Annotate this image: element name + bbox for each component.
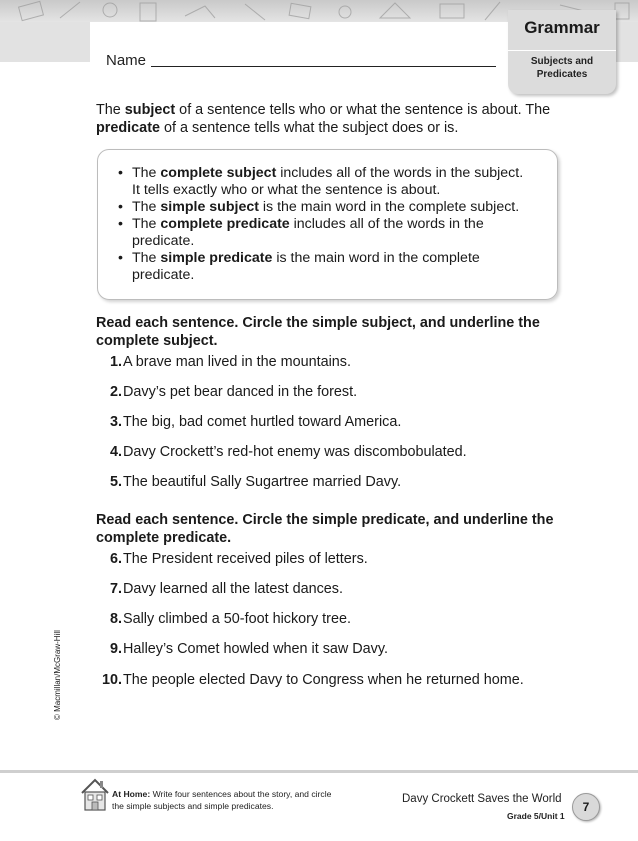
sentence-item: 8. Sally climbed a 50-foot hickory tree.: [109, 611, 351, 627]
at-home-note: At Home: Write four sentences about the story, and circle the simple subjects and simple predicates.: [112, 789, 332, 811]
sentence-item: 6. The President received piles of letters.: [109, 551, 368, 567]
header-left-strip: [0, 22, 90, 62]
name-line: [151, 66, 496, 67]
sentence-item: 7. Davy learned all the latest dances.: [109, 581, 343, 597]
section-topic: [508, 50, 616, 81]
rule-item: • The complete subject includes all of the words in the subject. It tells exactly who or what the sentence is about.: [118, 165, 524, 198]
rules-box: [97, 149, 558, 300]
topic-text: Subjects and Predicates: [530, 56, 594, 80]
intro-text: of a sentence tells who or what the sentence is about. The: [175, 102, 551, 118]
sentence-item: 3. The big, bad comet hurtled toward America.: [109, 414, 402, 430]
intro-term-predicate: predicate: [96, 120, 160, 136]
house-icon: [80, 777, 110, 811]
sentence-item: 9. Halley’s Comet howled when it saw Davy.: [109, 641, 389, 657]
page-number: 7: [572, 793, 600, 821]
footer-rule: [0, 770, 638, 773]
sentence-item: 2. Davy’s pet bear danced in the forest.: [109, 384, 358, 400]
sentence-item: 1. A brave man lived in the mountains.: [109, 354, 351, 370]
story-title: Davy Crockett Saves the World: [402, 793, 562, 805]
sentence-item: 10. The people elected Davy to Congress when he returned home.: [101, 672, 524, 688]
directions-part-2: Read each sentence. Circle the simple predicate, and underline the complete predicate.: [96, 512, 554, 546]
intro-paragraph: [96, 101, 566, 137]
grade-unit: Grade 5/Unit 1: [507, 811, 565, 821]
sentence-item: 4. Davy Crockett’s red-hot enemy was discombobulated.: [109, 444, 467, 460]
sentence-item: 5. The beautiful Sally Sugartree married Davy.: [109, 474, 402, 490]
rules-list: [118, 165, 548, 284]
intro-term-subject: subject: [124, 102, 176, 118]
rule-item: • The complete predicate includes all of the words in the predicate.: [118, 216, 484, 249]
section-tab: [508, 10, 616, 94]
copyright-notice: © Macmillan/McGraw-Hill: [53, 630, 62, 720]
name-label: Name: [106, 52, 147, 69]
section-title: Grammar: [524, 18, 600, 37]
rule-item: • The simple predicate is the main word in the complete predicate.: [118, 250, 480, 283]
rule-item: • The simple subject is the main word in the complete subject.: [118, 199, 520, 215]
intro-text: of a sentence tells what the subject does or is.: [160, 120, 459, 136]
intro-text: The: [96, 102, 125, 118]
directions-part-1: Read each sentence. Circle the simple subject, and underline the complete subject.: [96, 315, 540, 349]
